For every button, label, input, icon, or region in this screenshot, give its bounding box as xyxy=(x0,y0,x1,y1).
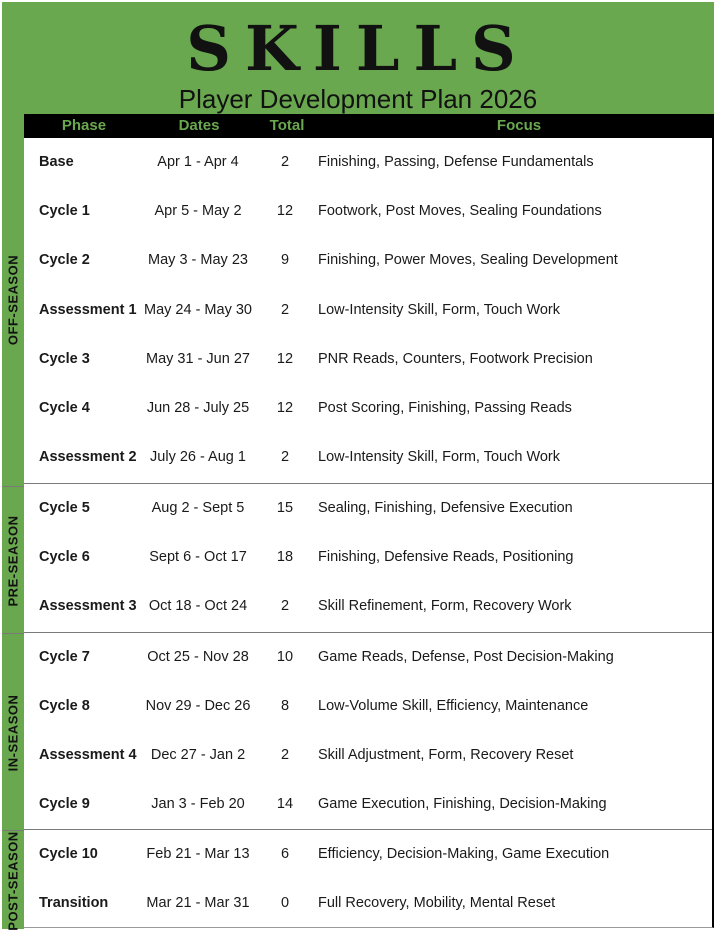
row-focus: Finishing, Passing, Defense Fundamentals xyxy=(318,154,594,170)
row-phase: Cycle 5 xyxy=(39,500,90,516)
row-phase: Base xyxy=(39,154,74,170)
row-total: 2 xyxy=(280,302,290,318)
row-total: 12 xyxy=(276,203,294,219)
table-row xyxy=(24,731,712,780)
row-focus: Efficiency, Decision-Making, Game Execution xyxy=(318,846,610,862)
row-total: 2 xyxy=(280,598,290,614)
row-phase: Cycle 1 xyxy=(39,203,90,219)
table-row xyxy=(24,138,712,187)
table-row xyxy=(24,433,712,482)
row-phase: Transition xyxy=(39,895,109,911)
season-divider xyxy=(24,632,712,633)
column-header-phase: Phase xyxy=(61,117,107,134)
row-phase: Cycle 2 xyxy=(39,252,90,268)
season-off-season xyxy=(2,114,24,486)
row-dates: Apr 1 - Apr 4 xyxy=(157,154,239,170)
row-dates: Nov 29 - Dec 26 xyxy=(145,698,251,714)
row-phase: Cycle 6 xyxy=(39,549,90,565)
row-dates: July 26 - Aug 1 xyxy=(150,449,246,465)
row-phase: Cycle 8 xyxy=(39,698,90,714)
season-label: IN-SEASON xyxy=(5,694,21,771)
row-phase: Assessment 2 xyxy=(39,449,137,465)
season-divider xyxy=(24,483,712,484)
row-phase: Assessment 3 xyxy=(39,598,137,614)
season-pre-season xyxy=(2,486,24,634)
row-focus: Low-Intensity Skill, Form, Touch Work xyxy=(318,449,561,465)
row-total: 8 xyxy=(280,698,290,714)
season-label: OFF-SEASON xyxy=(5,254,21,346)
table-row xyxy=(24,780,712,829)
schedule-table xyxy=(24,138,714,928)
row-dates: Feb 21 - Mar 13 xyxy=(146,846,250,862)
header-banner xyxy=(2,2,714,114)
page-subtitle: Player Development Plan 2026 xyxy=(178,84,538,114)
row-phase: Cycle 9 xyxy=(39,796,90,812)
row-total: 2 xyxy=(280,449,290,465)
row-phase: Assessment 1 xyxy=(39,302,137,318)
table-row xyxy=(24,879,712,928)
row-phase: Cycle 4 xyxy=(39,400,90,416)
row-total: 12 xyxy=(276,351,294,367)
column-header-total: Total xyxy=(269,117,305,134)
column-header-dates: Dates xyxy=(178,117,220,134)
row-dates: Oct 25 - Nov 28 xyxy=(147,649,249,665)
table-row xyxy=(24,236,712,285)
table-row xyxy=(24,682,712,731)
row-phase: Cycle 7 xyxy=(39,649,90,665)
column-header-focus: Focus xyxy=(496,117,542,134)
table-row xyxy=(24,830,712,879)
row-focus: Finishing, Power Moves, Sealing Development xyxy=(318,252,618,268)
table-row xyxy=(24,335,712,384)
row-total: 2 xyxy=(280,747,290,763)
row-total: 14 xyxy=(276,796,294,812)
row-focus: Finishing, Defensive Reads, Positioning xyxy=(318,549,574,565)
row-dates: Sept 6 - Oct 17 xyxy=(149,549,247,565)
row-total: 0 xyxy=(280,895,290,911)
season-divider xyxy=(24,829,712,830)
row-dates: May 3 - May 23 xyxy=(148,252,248,268)
row-dates: Apr 5 - May 2 xyxy=(154,203,242,219)
table-row xyxy=(24,484,712,533)
page-title: SKILLS xyxy=(186,12,530,85)
skills-plan-page xyxy=(2,2,714,929)
row-dates: May 24 - May 30 xyxy=(144,302,252,318)
row-total: 9 xyxy=(280,252,290,268)
table-row xyxy=(24,633,712,682)
season-label: PRE-SEASON xyxy=(5,515,21,606)
row-focus: Skill Refinement, Form, Recovery Work xyxy=(318,598,572,614)
row-dates: Jun 28 - July 25 xyxy=(146,400,250,416)
row-total: 18 xyxy=(276,549,294,565)
row-dates: May 31 - Jun 27 xyxy=(146,351,250,367)
row-total: 15 xyxy=(276,500,294,516)
row-focus: Sealing, Finishing, Defensive Execution xyxy=(318,500,573,516)
season-post-season xyxy=(2,830,24,930)
column-header-bar xyxy=(24,114,714,138)
table-row xyxy=(24,187,712,236)
table-row xyxy=(24,286,712,335)
row-dates: Dec 27 - Jan 2 xyxy=(150,747,246,763)
row-dates: Oct 18 - Oct 24 xyxy=(148,598,248,614)
row-phase: Cycle 10 xyxy=(39,846,98,862)
row-total: 12 xyxy=(276,400,294,416)
row-focus: Post Scoring, Finishing, Passing Reads xyxy=(318,400,572,416)
row-total: 2 xyxy=(280,154,290,170)
table-row xyxy=(24,533,712,582)
row-total: 10 xyxy=(276,649,294,665)
row-focus: Game Execution, Finishing, Decision-Making xyxy=(318,796,607,812)
row-focus: Footwork, Post Moves, Sealing Foundations xyxy=(318,203,602,219)
row-focus: Low-Volume Skill, Efficiency, Maintenance xyxy=(318,698,589,714)
row-dates: Jan 3 - Feb 20 xyxy=(151,796,245,812)
row-focus: Game Reads, Defense, Post Decision-Making xyxy=(318,649,614,665)
table-row xyxy=(24,384,712,433)
row-focus: Skill Adjustment, Form, Recovery Reset xyxy=(318,747,574,763)
row-dates: Mar 21 - Mar 31 xyxy=(146,895,250,911)
row-total: 6 xyxy=(280,846,290,862)
row-phase: Assessment 4 xyxy=(39,747,137,763)
season-label: POST-SEASON xyxy=(5,830,21,931)
season-in-season xyxy=(2,633,24,831)
row-dates: Aug 2 - Sept 5 xyxy=(151,500,245,516)
table-row xyxy=(24,582,712,631)
row-phase: Cycle 3 xyxy=(39,351,90,367)
season-strip xyxy=(2,114,24,929)
row-focus: PNR Reads, Counters, Footwork Precision xyxy=(318,351,593,367)
row-focus: Low-Intensity Skill, Form, Touch Work xyxy=(318,302,561,318)
row-focus: Full Recovery, Mobility, Mental Reset xyxy=(318,895,556,911)
